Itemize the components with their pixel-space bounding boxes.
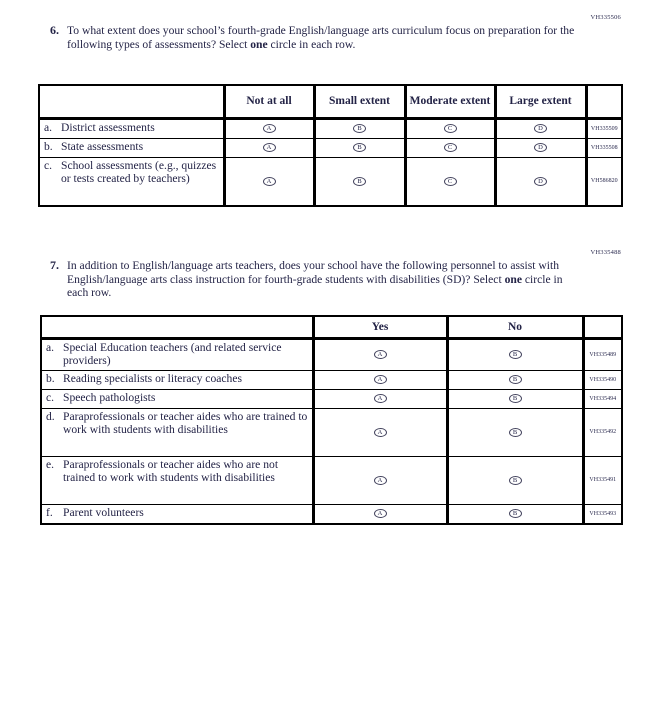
row-prefix: a. (46, 340, 55, 354)
question6-table (38, 84, 623, 207)
q7-header-blank (41, 316, 313, 338)
answer-circle-a[interactable]: A (263, 177, 276, 186)
answer-circle-c[interactable]: C (444, 124, 457, 133)
answer-circle-no[interactable]: B (509, 428, 522, 437)
answer-circle-d[interactable]: D (534, 177, 547, 186)
question7-text-before: In addition to English/language arts teachers, does your school have the following personnel to assist with English/language arts class instruction for fourth-grade students with disabilities (SD)? Select (67, 259, 559, 286)
row-label-text: School assessments (e.g., quizzes or tests created by teachers) (61, 158, 217, 185)
row-label-text: Parent volunteers (63, 505, 144, 519)
answer-circle-c[interactable]: C (444, 143, 457, 152)
q6-row-b-not-at-all-cell (224, 138, 314, 157)
row-prefix: a. (44, 120, 53, 134)
question6-header-row (39, 85, 622, 118)
row-item-code: VH335508 (586, 138, 622, 157)
question7-item-code: VH335488 (590, 249, 621, 256)
q7-header-no: No (447, 316, 583, 338)
answer-circle-yes[interactable]: A (374, 428, 387, 437)
q6-row-c-moderate-extent-cell (405, 157, 495, 206)
row-label-text: Special Education teachers (and related service providers) (63, 340, 282, 367)
answer-circle-yes[interactable]: A (374, 375, 387, 384)
row-prefix: c. (46, 390, 55, 404)
q6-header-small-extent: Small extent (314, 85, 405, 118)
question6-number: 6. (50, 23, 59, 37)
row-item-code: VH335494 (583, 389, 622, 408)
question7-header-row (41, 316, 622, 338)
answer-circle-no[interactable]: B (509, 375, 522, 384)
question7-number: 7. (50, 258, 59, 272)
q7-row-a-label (41, 338, 313, 370)
q6-row-b-label (39, 138, 224, 157)
answer-circle-d[interactable]: D (534, 143, 547, 152)
row-prefix: b. (46, 371, 55, 385)
answer-circle-yes[interactable]: A (374, 476, 387, 485)
table-row (41, 370, 622, 389)
q6-row-a-moderate-extent-cell (405, 118, 495, 138)
question7-text (67, 259, 575, 300)
row-prefix: b. (44, 139, 53, 153)
q7-row-c-label (41, 389, 313, 408)
row-item-code: VH335489 (583, 338, 622, 370)
q6-row-b-moderate-extent-cell (405, 138, 495, 157)
q6-row-a-small-extent-cell (314, 118, 405, 138)
table-row (41, 338, 622, 370)
q7-row-f-yes-cell (313, 504, 447, 524)
q7-row-f-label (41, 504, 313, 524)
row-label-text: District assessments (61, 120, 155, 134)
q6-header-moderate-extent: Moderate extent (405, 85, 495, 118)
answer-circle-no[interactable]: B (509, 394, 522, 403)
question6-text-after: circle in each row. (267, 37, 356, 51)
row-prefix: e. (46, 457, 55, 471)
row-label-text: Speech pathologists (63, 390, 156, 404)
q7-row-f-no-cell (447, 504, 583, 524)
row-label-text: Paraprofessionals or teacher aides who are trained to work with students with disabilities (63, 409, 308, 436)
question7 (50, 259, 575, 300)
question6-text-before: To what extent does your school’s fourth-grade English/language arts curriculum focus on preparation for the following types of assessments? Select (67, 24, 575, 51)
q7-row-e-yes-cell (313, 456, 447, 504)
q7-header-yes: Yes (313, 316, 447, 338)
answer-circle-no[interactable]: B (509, 476, 522, 485)
q7-row-e-label (41, 456, 313, 504)
answer-circle-d[interactable]: D (534, 124, 547, 133)
row-prefix: f. (46, 505, 53, 519)
answer-circle-yes[interactable]: A (374, 394, 387, 403)
q7-row-d-no-cell (447, 408, 583, 456)
q7-row-a-no-cell (447, 338, 583, 370)
row-prefix: c. (44, 158, 53, 172)
answer-circle-yes[interactable]: A (374, 509, 387, 518)
table-row (41, 504, 622, 524)
q7-row-a-yes-cell (313, 338, 447, 370)
row-label-text: Reading specialists or literacy coaches (63, 371, 242, 385)
row-prefix: d. (46, 409, 55, 423)
q6-row-b-large-extent-cell (495, 138, 586, 157)
answer-circle-c[interactable]: C (444, 177, 457, 186)
q6-header-blank (39, 85, 224, 118)
row-item-code: VH335490 (583, 370, 622, 389)
q6-header-not-at-all: Not at all (224, 85, 314, 118)
q7-row-d-yes-cell (313, 408, 447, 456)
q7-row-c-no-cell (447, 389, 583, 408)
answer-circle-b[interactable]: B (353, 177, 366, 186)
q6-header-large-extent: Large extent (495, 85, 586, 118)
question6 (50, 24, 575, 51)
q6-row-a-label (39, 118, 224, 138)
table-row (41, 456, 622, 504)
table-row (39, 138, 622, 157)
question7-text-after: circle in each row. (67, 272, 563, 299)
answer-circle-a[interactable]: A (263, 143, 276, 152)
question7-table (40, 315, 623, 525)
q6-row-c-not-at-all-cell (224, 157, 314, 206)
q7-row-c-yes-cell (313, 389, 447, 408)
q7-row-b-yes-cell (313, 370, 447, 389)
answer-circle-yes[interactable]: A (374, 350, 387, 359)
q7-row-b-label (41, 370, 313, 389)
row-label-text: Paraprofessionals or teacher aides who are not trained to work with students with disabilities (63, 457, 279, 484)
answer-circle-b[interactable]: B (353, 143, 366, 152)
question6-item-code: VH335506 (590, 14, 621, 21)
q7-row-b-no-cell (447, 370, 583, 389)
answer-circle-no[interactable]: B (509, 509, 522, 518)
question7-bold-word: one (504, 272, 522, 286)
q7-row-e-no-cell (447, 456, 583, 504)
q6-row-a-not-at-all-cell (224, 118, 314, 138)
row-item-code: VH586820 (586, 157, 622, 206)
question6-text (67, 24, 575, 51)
q6-row-c-small-extent-cell (314, 157, 405, 206)
row-item-code: VH335509 (586, 118, 622, 138)
q6-row-c-large-extent-cell (495, 157, 586, 206)
row-item-code: VH335491 (583, 456, 622, 504)
q7-header-code-blank (583, 316, 622, 338)
table-row (39, 118, 622, 138)
answer-circle-no[interactable]: B (509, 350, 522, 359)
question6-bold-word: one (250, 37, 268, 51)
table-row (41, 408, 622, 456)
table-row (41, 389, 622, 408)
row-item-code: VH335492 (583, 408, 622, 456)
row-item-code: VH335493 (583, 504, 622, 524)
q6-header-code-blank (586, 85, 622, 118)
answer-circle-b[interactable]: B (353, 124, 366, 133)
table-row (39, 157, 622, 206)
q6-row-b-small-extent-cell (314, 138, 405, 157)
q6-row-a-large-extent-cell (495, 118, 586, 138)
row-label-text: State assessments (61, 139, 144, 153)
q6-row-c-label (39, 157, 224, 206)
answer-circle-a[interactable]: A (263, 124, 276, 133)
q7-row-d-label (41, 408, 313, 456)
